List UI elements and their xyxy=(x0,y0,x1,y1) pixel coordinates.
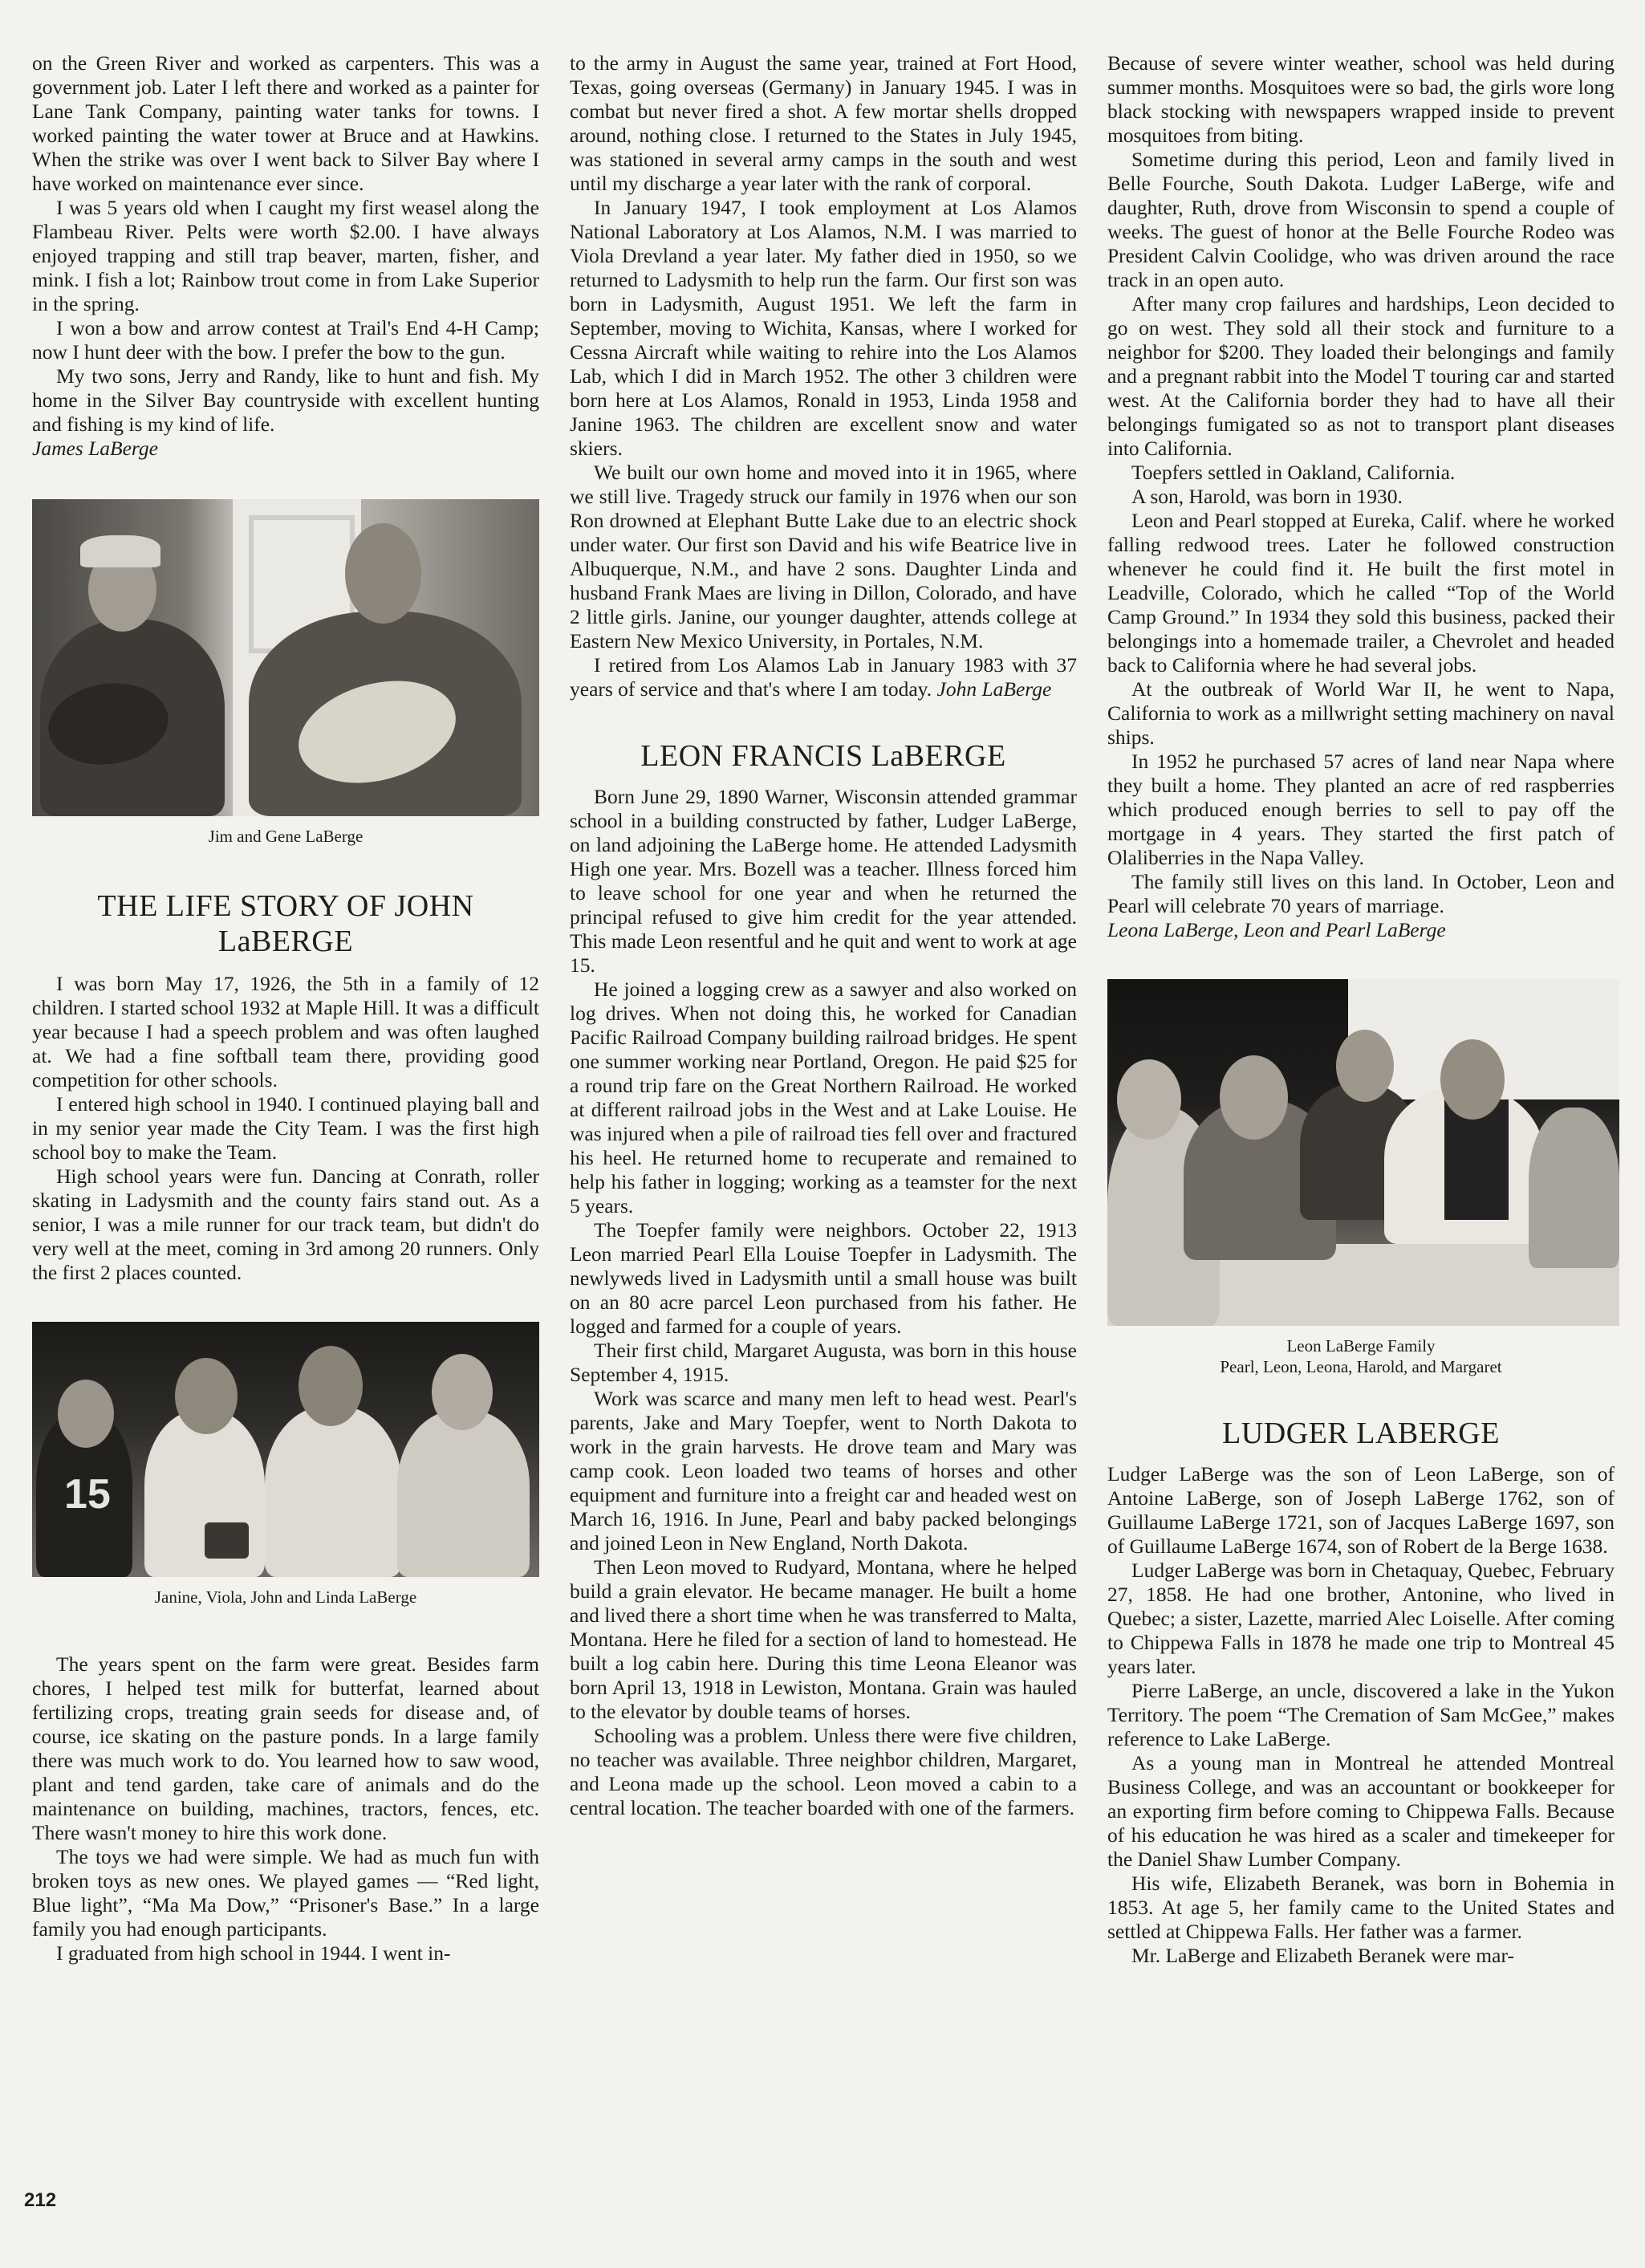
photo-leon-laberge-family xyxy=(1107,979,1619,1326)
paragraph-text: My two sons, Jerry and Randy, like to hunt and fish. My home in the Silver Bay countryside with excellent hunting and fishing is my kind of life. xyxy=(32,364,539,436)
paragraph: Ludger LaBerge was born in Chetaquay, Quebec, February 27, 1858. He had one brother, Antonine, who lived in Quebec; a sister, Lazette, married Alec Loiselle. After coming to Chippewa Falls in 1878 he made one trip to Montreal 45 years later. xyxy=(1107,1559,1615,1678)
paragraph: The Toepfer family were neighbors. October 22, 1913 Leon married Pearl Ella Louise Toepfer in Ladysmith. The newlyweds lived in Ladysmith until a small house was built on an 80 acre parcel Leon purchased from his father. He logged and farmed for a couple of years. xyxy=(570,1218,1077,1338)
paragraph: Leon and Pearl stopped at Eureka, Calif. where he worked falling redwood trees. Later he followed construction whenever he could find it. He built the first motel in Leadville, Colorado, which he called “Top of the World Camp Ground.” In 1934 they sold this business, packed their belongings into a homemade trailer, a Chevrolet and headed back to California where he had several jobs. xyxy=(1107,509,1615,677)
paragraph: We built our own home and moved into it in 1965, where we still live. Tragedy struck our family in 1976 when our son Ron drowned at Elephant Butte Lake due to an electric shock under water. Our first son David and his wife Beatrice live in Albuquerque, N.M., and have 2 sons. Daughter Linda and husband Frank Maes are living in Dillon, Colorado, and have 2 little girls. Janine, our younger daughter, attends college at Eastern New Mexico University, in Portales, N.M. xyxy=(570,461,1077,652)
paragraph: He joined a logging crew as a sawyer and also worked on log drives. When not doing this, he worked for Canadian Pacific Railroad Company building railroad bridges. He spent one summer working near Portland, Oregon. He paid $25 for a round trip fare on the Great Northern Railroad. He worked at different railroad jobs in the West and at Lake Louise. He was injured when a pile of railroad ties fell over and fractured his heel. He returned home to recuperate and remained to help his father in logging; working as a teamster for the next 5 years. xyxy=(570,978,1077,1217)
column-1 xyxy=(32,51,539,1965)
paragraph: Work was scarce and many men left to head west. Pearl's parents, Jake and Mary Toepfer, went to North Dakota to work in the grain harvests. He drove team and Mary was camp cook. Leon loaded two teams of horses and other equipment and furniture into a freight car and headed west on March 16, 1916. In June, Pearl and baby packed belongings and joined Leon in New England, North Dakota. xyxy=(570,1387,1077,1555)
jersey-number: 15 xyxy=(64,1471,111,1518)
paragraph: Born June 29, 1890 Warner, Wisconsin attended grammar school in a building constructed by father, Ludger LaBerge, on land adjoining the LaBerge home. He attended Ladysmith High one year. Mrs. Bozell was a teacher. Illness forced him to leave school for one year and when he returned the principal refused to give him credit for the year attended. This made Leon resentful and he quit and went to work at age 15. xyxy=(570,785,1077,977)
paragraph: Toepfers settled in Oakland, California. xyxy=(1131,461,1456,484)
paragraph: I was 5 years old when I caught my first weasel along the Flambeau River. Pelts were worth $2.00. I have always enjoyed trapping and still trap beaver, marten, fisher, and mink. I fish a lot; Rainbow trout come in from Lake Superior in the spring. xyxy=(32,196,539,315)
author-signature: Leona LaBerge, Leon and Pearl LaBerge xyxy=(1107,918,1446,941)
paragraph xyxy=(32,364,539,461)
section-title: THE LIFE STORY OF JOHN LaBERGE xyxy=(97,889,474,958)
paragraph: Sometime during this period, Leon and family lived in Belle Fourche, South Dakota. Ludger LaBerge, wife and daughter, Ruth, drove from Wisconsin to spend a couple of weeks. The guest of honor at the Belle Fourche Rodeo was President Calvin Coolidge, who was driven around the race track in an open auto. xyxy=(1107,148,1615,291)
paragraph xyxy=(1107,870,1615,942)
caption-line: Pearl, Leon, Leona, Harold, and Margaret xyxy=(1220,1357,1502,1376)
paragraph: A son, Harold, was born in 1930. xyxy=(1131,485,1403,508)
paragraph: to the army in August the same year, trained at Fort Hood, Texas, going overseas (Germany) in January 1945. I was in combat but never fired a shot. A few mortar shells dropped around, nothing close. I returned to the States in July 1945, was stationed in several army camps in the south and west until my discharge a year later with the rank of corporal. xyxy=(570,51,1077,195)
column-3 xyxy=(1107,51,1615,1968)
photo-jim-and-gene xyxy=(32,499,539,816)
paragraph: I entered high school in 1940. I continued playing ball and in my senior year made the City Team. I was the first high school boy to make the Team. xyxy=(32,1092,539,1164)
section-title: LUDGER LABERGE xyxy=(1222,1416,1500,1450)
photo-caption: Jim and Gene LaBerge xyxy=(208,827,364,846)
paragraph: Mr. LaBerge and Elizabeth Beranek were mar- xyxy=(1131,1944,1514,1967)
paragraph: In January 1947, I took employment at Los Alamos National Laboratory at Los Alamos, N.M. I was married to Viola Drevland a year later. My father died in 1950, so we returned to Ladysmith to help run the farm. Our first son was born in Ladysmith, August 1951. We left the farm in September, moving to Wichita, Kansas, where I worked for Cessna Aircraft while waiting to rehire into the Los Alamos Lab, which I did in March 1952. The other 3 children were born here at Los Alamos, Ronald in 1953, Linda 1958 and Janine 1963. The children are excellent snow and water skiers. xyxy=(570,196,1077,460)
photo-caption xyxy=(1107,1335,1615,1377)
paragraph: High school years were fun. Dancing at Conrath, roller skating in Ladysmith and the county fairs stand out. As a senior, I was a mile runner for our track team, but didn't do very well at the meet, coming in 3rd among 20 runners. Only the first 2 places counted. xyxy=(32,1164,539,1284)
author-signature: James LaBerge xyxy=(32,437,158,460)
paragraph: Ludger LaBerge was the son of Leon LaBerge, son of Antoine LaBerge, son of Joseph LaBerge 1762, son of Guillaume LaBerge 1721, son of Jacques LaBerge 1697, son of Guillaume LaBerge 1674, son of Robert de la Berge 1638. xyxy=(1107,1462,1615,1558)
page-number: 212 xyxy=(24,2189,57,2211)
paragraph: Their first child, Margaret Augusta, was born in this house September 4, 1915. xyxy=(570,1339,1077,1386)
paragraph: In 1952 he purchased 57 acres of land near Napa where they built a home. They planted an acre of red raspberries which produced enough berries to sell to pay off the mortgage in 4 years. They started the first patch of Olaliberries in the Napa Valley. xyxy=(1107,750,1615,869)
paragraph-text: The family still lives on this land. In October, Leon and Pearl will celebrate 70 years of marriage. xyxy=(1107,870,1615,917)
paragraph: I was born May 17, 1926, the 5th in a family of 12 children. I started school 1932 at Maple Hill. It was a difficult year because I had a speech problem and was often laughed at. We had a fine softball team there, providing good competition for other schools. xyxy=(32,972,539,1091)
paragraph: Then Leon moved to Rudyard, Montana, where he helped build a grain elevator. He became manager. He built a home and lived there a short time when he was transferred to Malta, Montana. Here he filed for a section of land to homestead. He built a log cabin here. During this time Leona Eleanor was born April 13, 1918 in Lewiston, Montana. Grain was hauled to the elevator by double teams of horses. xyxy=(570,1555,1077,1723)
paragraph: The years spent on the farm were great. Besides farm chores, I helped test milk for butterfat, learned about fertilizing crops, treating grain seeds for disease and, of course, ice skating on the pasture ponds. In a large family there was much work to do. You learned how to saw wood, plant and tend garden, take care of animals and do the maintenance on building, machines, tractors, fences, etc. There wasn't money to hire this work done. xyxy=(32,1652,539,1844)
paragraph xyxy=(570,653,1077,701)
photo-caption: Janine, Viola, John and Linda LaBerge xyxy=(154,1587,417,1607)
paragraph: on the Green River and worked as carpenters. This was a government job. Later I left there and worked as a painter for Lane Tank Company, painting water tanks for towns. I worked painting the water tower at Bruce and at Hawkins. When the strike was over I went back to Silver Bay where I have worked on maintenance ever since. xyxy=(32,51,539,195)
paragraph: At the outbreak of World War II, he went to Napa, California to work as a millwright setting machinery on naval ships. xyxy=(1107,677,1615,749)
author-signature: John LaBerge xyxy=(936,677,1052,701)
photo-janine-viola-john-linda xyxy=(32,1322,539,1577)
column-2 xyxy=(570,51,1077,1820)
paragraph: Pierre LaBerge, an uncle, discovered a lake in the Yukon Territory. The poem “The Cremation of Sam McGee,” makes reference to Lake LaBerge. xyxy=(1107,1679,1615,1750)
section-title: LEON FRANCIS LaBERGE xyxy=(640,739,1006,773)
paragraph: Schooling was a problem. Unless there were five children, no teacher was available. Three neighbor children, Margaret, and Leona made up the school. Leon moved a cabin to a central location. The teacher boarded with one of the farmers. xyxy=(570,1724,1077,1819)
paragraph: The toys we had were simple. We had as much fun with broken toys as new ones. We played games — “Red light, Blue light”, “Ma Ma Dow,” “Prisoner's Base.” In a large family you had enough participants. xyxy=(32,1845,539,1941)
paragraph-text: I retired from Los Alamos Lab in January 1983 with 37 years of service and that's where I am today. xyxy=(570,653,1077,701)
paragraph: I won a bow and arrow contest at Trail's End 4-H Camp; now I hunt deer with the bow. I prefer the bow to the gun. xyxy=(32,316,539,364)
paragraph: His wife, Elizabeth Beranek, was born in Bohemia in 1853. At age 5, her family came to the United States and settled at Chippewa Falls. Her father was a farmer. xyxy=(1107,1872,1615,1943)
paragraph: As a young man in Montreal he attended Montreal Business College, and was an accountant or bookkeeper for an exporting firm before coming to Chippewa Falls. Because of his education he was hired as a scaler and timekeeper for the Daniel Shaw Lumber Company. xyxy=(1107,1751,1615,1871)
paragraph: Because of severe winter weather, school was held during summer months. Mosquitoes were so bad, the girls wore long black stocking with newspapers wrapped inside to prevent mosquitoes from biting. xyxy=(1107,51,1615,147)
paragraph: After many crop failures and hardships, Leon decided to go on west. They sold all their stock and furniture to a neighbor for $200. They loaded their belongings and family and a pregnant rabbit into the Model T touring car and started west. At the California border they had to have all their belongings fumigated so as not to transport plant diseases into California. xyxy=(1107,292,1615,460)
paragraph: I graduated from high school in 1944. I went in- xyxy=(56,1941,451,1965)
caption-line: Leon LaBerge Family xyxy=(1286,1336,1436,1356)
